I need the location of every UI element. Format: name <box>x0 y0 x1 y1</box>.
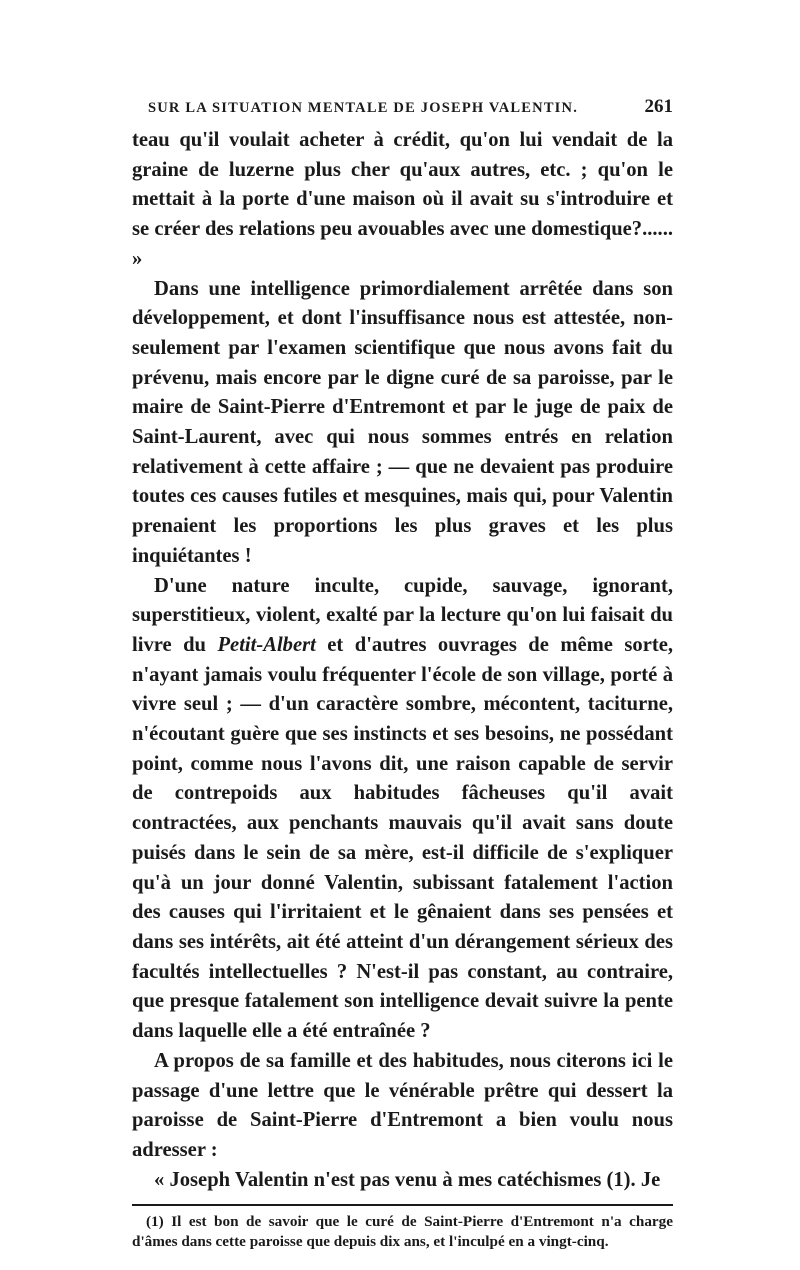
page-number: 261 <box>644 96 673 117</box>
paragraph: Dans une intelligence primordialement arrêtée dans son développement, et dont l'insuffisance nous est attestée, non-seulement par l'examen scientifique que nous avons fait du prévenu, mais encore par le digne curé de sa paroisse, par le maire de Saint-Pierre d'Entremont et par le juge de paix de Saint-Laurent, avec qui nous sommes entrés en relation relativement à cette affaire ; — que ne devaient pas produire toutes ces causes futiles et mesquines, mais qui, pour Valentin prenaient les proportions les plus graves et les plus inquiétantes ! <box>132 277 673 567</box>
paragraph-text-end: et d'autres ouvrages de même sorte, n'ayant jamais voulu fréquenter l'école de son village, porté à vivre seul ; — d'un caractère sombre, mécontent, taciturne, n'écoutant guère que ses instincts et ses besoins, ne possédant point, comme nous l'avons dit, une raison capable de servir de contrepoids aux habitudes fâcheuses qu'il avait contractées, aux penchants mauvais qu'il avait sans doute puisés dans le sein de sa mère, est-il difficile de s'expliquer qu'à un jour donné Valentin, subissant fatalement l'action des causes qui l'irritaient et le gênaient dans ses pensées et dans ses intérêts, ait été atteint d'un dérangement sérieux des facultés intellectuelles ? N'est-il pas constant, au contraire, que presque fatalement son intelligence devait suivre la pente dans laquelle elle a été entraînée ? <box>132 633 673 1043</box>
footnote: (1) Il est bon de savoir que le curé de Saint-Pierre d'Entremont n'a charge d'âmes dans cette paroisse que depuis dix ans, et l'inculpé en a vingt-cinq. <box>132 1213 673 1251</box>
running-head <box>132 96 673 126</box>
main-text <box>132 126 673 1195</box>
paragraph-continuation: teau qu'il voulait acheter à crédit, qu'on lui vendait de la graine de luzerne plus cher qu'aux autres, etc. ; qu'on le mettait à la porte d'une maison où il avait su s'introduire et se créer des relations peu avouables avec une domestique?...... » <box>132 129 673 270</box>
footnote-divider <box>132 1204 673 1206</box>
book-page <box>132 96 673 1252</box>
paragraph-text-start: D'une nature inculte, cupide, sauvage, ignorant, superstitieux, violent, exalté par la lecture qu'on lui faisait du livre du <box>132 574 673 656</box>
paragraph: A propos de sa famille et des habitudes, nous citerons ici le passage d'une lettre que le vénérable prêtre qui dessert la paroisse de Saint-Pierre d'Entremont a bien voulu nous adresser : <box>132 1049 673 1161</box>
book-title-italic: Petit-Albert <box>217 633 316 656</box>
running-title: SUR LA SITUATION MENTALE DE JOSEPH VALENTIN. <box>148 100 579 116</box>
paragraph <box>132 572 673 1047</box>
quoted-letter-start: « Joseph Valentin n'est pas venu à mes catéchismes (1). Je <box>154 1168 661 1191</box>
